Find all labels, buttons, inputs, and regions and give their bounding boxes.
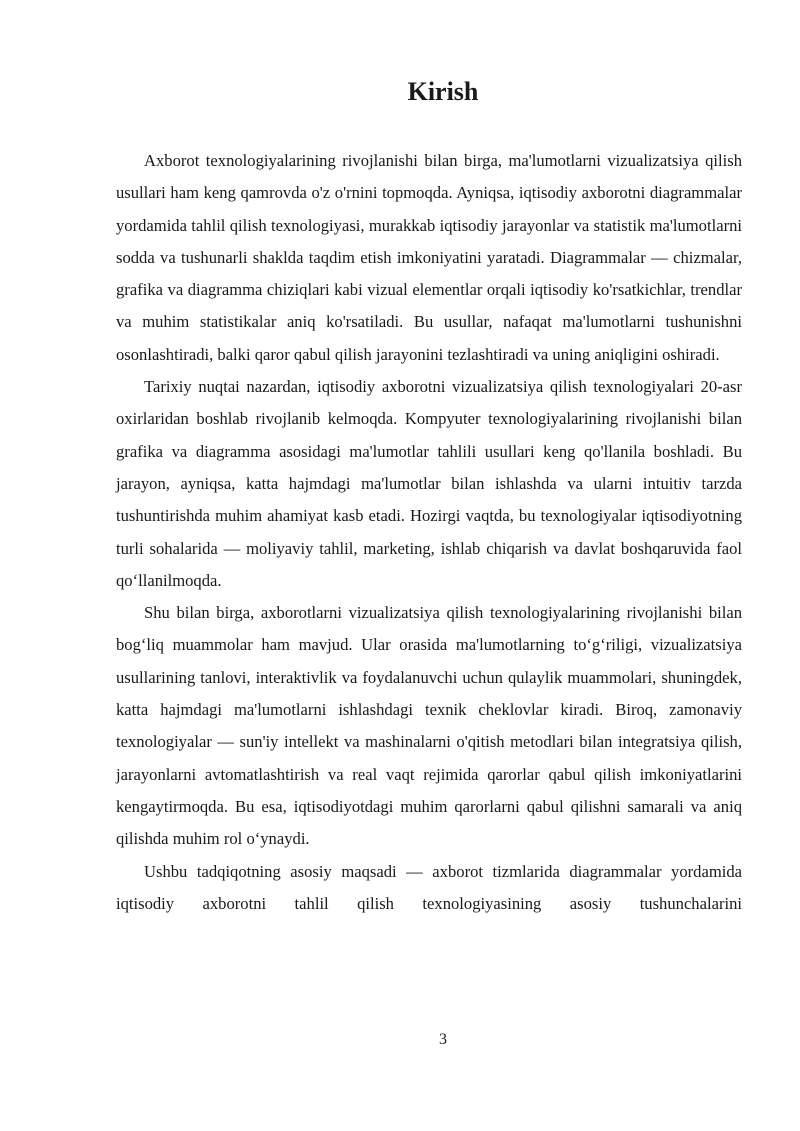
paragraph-1: Axborot texnologiyalarining rivojlanishi bilan birga, ma'lumotlarni vizualizatsiya qilish usullari ham keng qamrovda o'z o'rnini topmoqda. Ayniqsa, iqtisodiy axborotni diagrammalar yordamida tahlil qilish texnologiyasi, murakkab iqtisodiy jarayonlar va statistik ma'lumotlarni sodda va tushunarli shaklda taqdim etish imkoniyatini yaratadi. Diagrammalar — chizmalar, grafika va diagramma chiziqlari kabi vizual elementlar orqali iqtisodiy ko'rsatkichlar, trendlar va muhim statistikalar aniq ko'rsatiladi. Bu usullar, nafaqat ma'lumotlarni tushunishni osonlashtiradi, balki qaror qabul qilish jarayonini tezlashtiradi va uning aniqligini oshiradi. [116, 151, 742, 364]
paragraph-3: Shu bilan birga, axborotlarni vizualizatsiya qilish texnologiyalarining rivojlanishi bilan bog‘liq muammolar ham mavjud. Ular orasida ma'lumotlarning to‘g‘riligi, vizualizatsiya usullarining tanlovi, interaktivlik va foydalanuvchi uchun qulaylik muammolari, shuningdek, katta hajmdagi ma'lumotlarni ishlashdagi texnik cheklovlar kiradi. Biroq, zamonaviy texnologiyalar — sun'iy intellekt va mashinalarni o'qitish metodlari bilan integratsiya qilish, jarayonlarni avtomatlashtirish va real vaqt rejimida qarorlar qabul qilish imkoniyatlarini kengaytirmoqda. Bu esa, iqtisodiyotdagi muhim qarorlarni qabul qilishni samarali va aniq qilishda muhim rol o‘ynaydi. [116, 603, 742, 849]
paragraph-2: Tarixiy nuqtai nazardan, iqtisodiy axborotni vizualizatsiya qilish texnologiyalari 20-asr oxirlaridan boshlab rivojlanib kelmoqda. Kompyuter texnologiyalarining rivojlanishi bilan grafika va diagramma asosidagi ma'lumotlar tahlili usullari keng qo'llanila boshladi. Bu jarayon, ayniqsa, katta hajmdagi ma'lumotlar bilan ishlashda va ularni intuitiv tarzda tushuntirishda muhim ahamiyat kasb etadi. Hozirgi vaqtda, bu texnologiyalar iqtisodiyotning turli sohalarida — moliyaviy tahlil, marketing, ishlab chiqarish va davlat boshqaruvida faol qo‘llanilmoqda. [116, 377, 742, 590]
paragraph-4: Ushbu tadqiqotning asosiy maqsadi — axborot tizmlarida diagrammalar yordamida iqtisodiy axborotni tahlil qilish texnologiyasining asosiy tushunchalarini [116, 861, 742, 913]
body-text [116, 145, 742, 920]
section-title: Kirish [407, 77, 479, 106]
page-number: 3 [439, 1031, 447, 1048]
